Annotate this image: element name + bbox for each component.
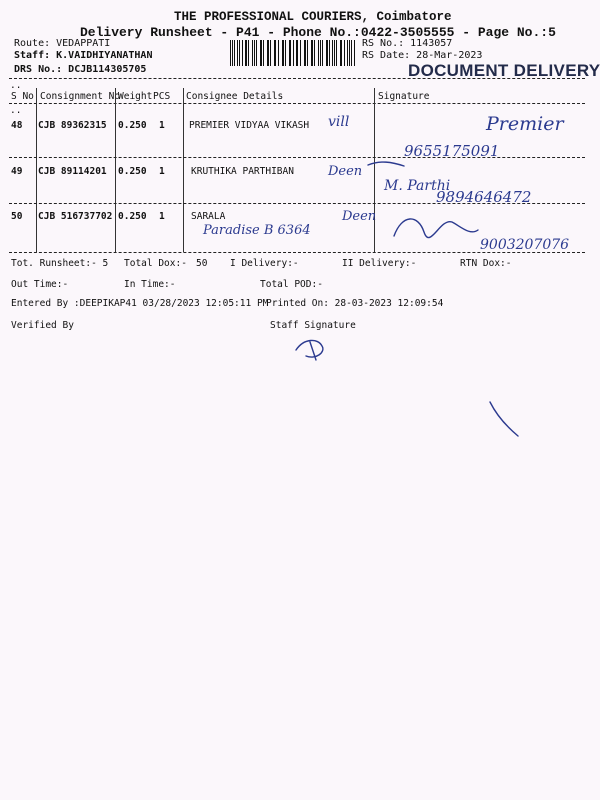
drs-number: DRS No.: DCJB114305705 [14, 64, 147, 75]
divider-mark: .. [10, 105, 22, 116]
company-title: THE PROFESSIONAL COURIERS, Coimbatore [174, 10, 452, 24]
col-weight: Weight [118, 91, 153, 102]
row-pcs: 1 [159, 120, 165, 131]
rs-number: RS No.: 1143057 [362, 38, 453, 49]
row-consignment: CJB 516737702 [38, 211, 113, 222]
row-weight: 0.250 [118, 166, 147, 177]
in-time: In Time:- [124, 279, 176, 290]
row-consignment: CJB 89114201 [38, 166, 107, 177]
row-consignment: CJB 89362315 [38, 120, 107, 131]
row-sno: 48 [11, 120, 23, 131]
staff-signature-mark [296, 340, 323, 360]
out-time: Out Time:- [11, 279, 69, 290]
tot-runsheet: Tot. Runsheet:- 5 [11, 258, 109, 269]
rtn-dox: RTN Dox:- [460, 258, 512, 269]
route-label: Route: VEDAPPATI [14, 38, 111, 49]
row-consignee: PREMIER VIDYAA VIKASH [189, 120, 310, 131]
hw-row49-sign: M. Parthi [384, 178, 451, 194]
pen-mark [490, 402, 518, 436]
rs-date: RS Date: 28-Mar-2023 [362, 50, 483, 61]
signature-scrawl [368, 162, 404, 166]
verified-by: Verified By [11, 320, 74, 331]
entered-by: Entered By :DEEPIKAP41 03/28/2023 12:05:11 PM [11, 298, 269, 309]
hw-row48-note: vill [328, 114, 350, 130]
row-pcs: 1 [159, 211, 165, 222]
hw-row50-note: Deen [342, 209, 377, 224]
hw-row50-address: Paradise B 6364 [203, 223, 311, 238]
row-weight: 0.250 [118, 120, 147, 131]
col-signature: Signature [378, 91, 430, 102]
total-dox-value: 50 [196, 258, 208, 269]
col-consignee: Consignee Details [186, 91, 284, 102]
total-dox-label: Total Dox:- [124, 258, 187, 269]
signature-scrawl [394, 219, 478, 238]
hw-row49-phone: 9894646472 [436, 188, 532, 206]
document-delivery-stamp: DOCUMENT DELIVERY [408, 61, 600, 80]
i-delivery: I Delivery:- [230, 258, 299, 269]
row-sno: 50 [11, 211, 23, 222]
col-consignment: Consignment No [40, 91, 121, 102]
hw-row49-note: Deen [328, 164, 363, 179]
row-sno: 49 [11, 166, 23, 177]
total-pod: Total POD:- [260, 279, 323, 290]
row-weight: 0.250 [118, 211, 147, 222]
staff-signature-label: Staff Signature [270, 320, 356, 331]
col-pcs: PCS [153, 91, 171, 102]
printed-on: Printed On: 28-03-2023 12:09:54 [266, 298, 444, 309]
row-consignee: KRUTHIKA PARTHIBAN [191, 166, 294, 177]
row-consignee: SARALA [191, 211, 226, 222]
divider-mark: .. [10, 80, 22, 91]
col-sno: S No [11, 91, 34, 102]
hw-row48-sign: Premier [486, 113, 564, 135]
ii-delivery: II Delivery:- [342, 258, 417, 269]
staff-label: Staff: K.VAIDHIYANATHAN [14, 50, 153, 61]
hw-row48-phone: 9655175091 [404, 142, 500, 160]
runsheet-title: Delivery Runsheet - P41 - Phone No.:0422-3505555 - Page No.:5 [80, 25, 556, 40]
row-pcs: 1 [159, 166, 165, 177]
hw-row50-phone: 9003207076 [480, 237, 570, 253]
